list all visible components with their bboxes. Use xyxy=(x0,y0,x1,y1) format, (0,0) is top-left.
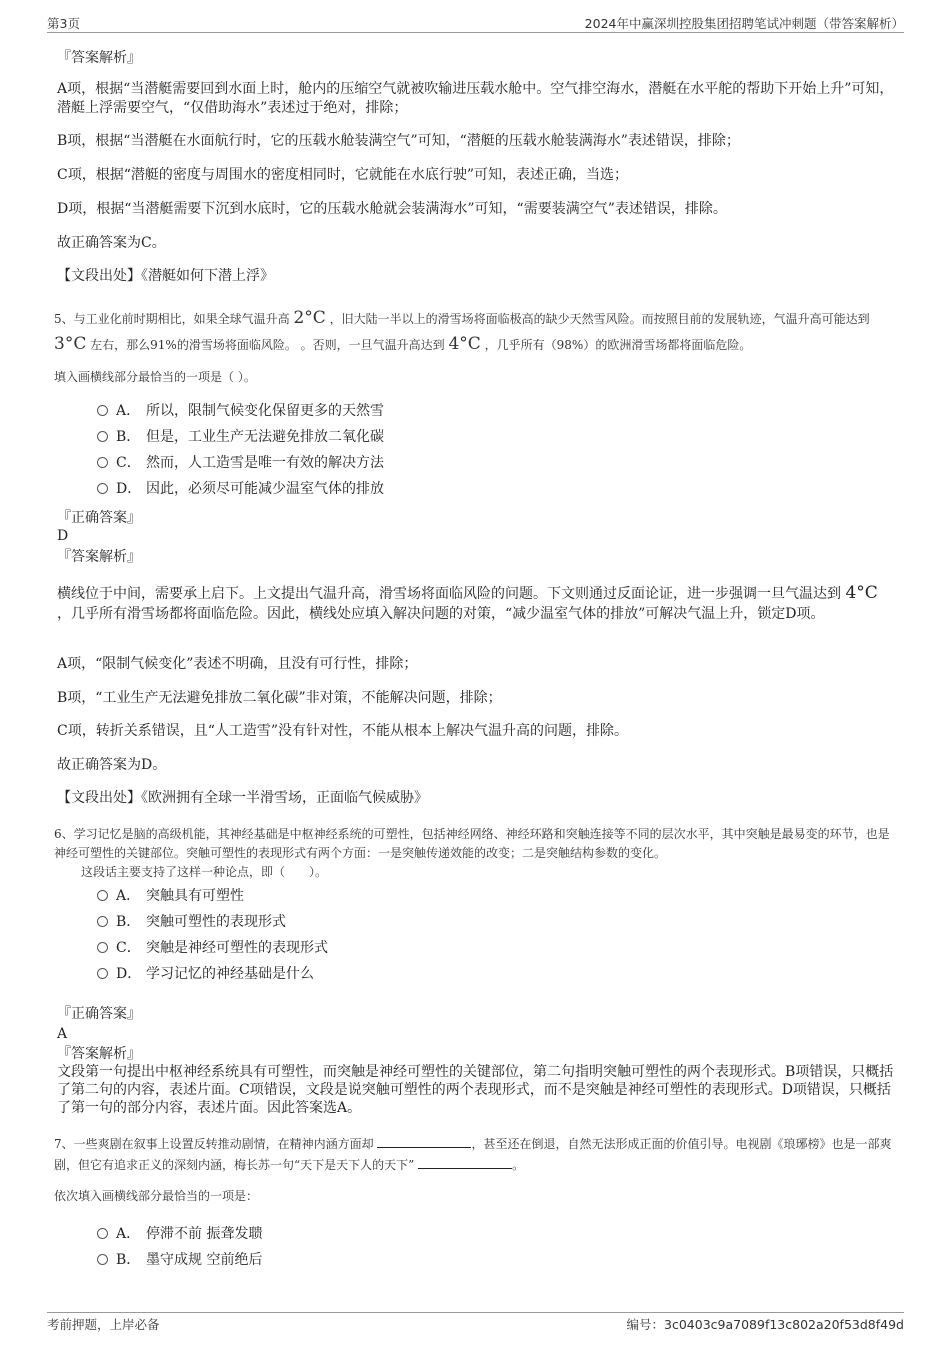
q6-analysis-label: 『答案解析』 xyxy=(57,1046,141,1062)
q6-prompt: 这段话主要支持了这样一种论点，即（ ）。 xyxy=(81,865,328,879)
q6-answer: A xyxy=(57,1026,68,1042)
q4-conclusion: 故正确答案为C。 xyxy=(57,235,166,251)
q4-analysis-label: 『答案解析』 xyxy=(57,50,141,66)
document-title: 2024年中赢深圳控股集团招聘笔试冲刺题（带答案解析） xyxy=(584,16,904,31)
q6-option-a[interactable]: A． 突触具有可塑性 xyxy=(97,887,244,905)
radio-icon[interactable] xyxy=(97,942,108,953)
q5-option-b[interactable]: B． 但是，工业生产无法避免排放二氧化碳 xyxy=(97,428,384,446)
q4-analysis-b: B项，根据“当潜艇在水面航行时，它的压载水舱装满空气”可知，“潜艇的压载水舱装满海水”表述错误，排除； xyxy=(57,133,740,149)
q6-option-d[interactable]: D． 学习记忆的神经基础是什么 xyxy=(97,965,314,983)
temp-4c: 4°C xyxy=(448,334,481,354)
radio-icon[interactable] xyxy=(97,890,108,901)
temp-4c-analysis: 4°C xyxy=(845,583,878,603)
radio-icon[interactable] xyxy=(97,405,108,416)
q4-analysis-a: A项，根据“当潜艇需要回到水面上时，舱内的压缩空气就被吹输进压载水舱中。空气排空海水，潜艇在水平舵的帮助下开始上升”可知，潜艇上浮需要空气，“仅借助海水”表述过于绝对，排除； xyxy=(57,81,894,116)
q5-prompt: 填入画横线部分最恰当的一项是（ ）。 xyxy=(54,370,256,384)
q5-analysis: 横线位于中间，需要承上启下。上文提出气温升高，滑雪场将面临风险的问题。下文则通过反面论证，进一步强调一旦气温达到 4°C ，几乎所有滑雪场都将面临危险。因此，横线处应填入解决问题的对策，“减少温室气体的排放”可解决气温上升，锁定D项。 xyxy=(57,583,878,622)
temp-2c: 2°C xyxy=(293,308,326,328)
q5-analysis-a: A项，“限制气候变化”表述不明确，且没有可行性，排除； xyxy=(57,656,418,672)
q5-option-d[interactable]: D． 因此，必须尽可能减少温室气体的排放 xyxy=(97,480,384,498)
q5-analysis-label: 『答案解析』 xyxy=(57,549,141,565)
fill-blank-2[interactable] xyxy=(418,1156,512,1169)
radio-icon[interactable] xyxy=(97,457,108,468)
radio-icon[interactable] xyxy=(97,431,108,442)
page-header xyxy=(47,14,904,33)
q7-prompt: 依次填入画横线部分最恰当的一项是： xyxy=(54,1189,259,1203)
q4-source: 【文段出处】《潜艇如何下潜上浮》 xyxy=(57,268,274,284)
q7-stem: 7、一些爽剧在叙事上设置反转推动剧情，在精神内涵方面却 ，甚至还在倒退，自然无法形成正面的价值引导。电视剧《琅琊榜》也是一部爽剧，但它有追求正义的深刻内涵，梅长苏一句“天下是天下人的天下” 。 xyxy=(54,1137,892,1172)
q7-option-b[interactable]: B． 墨守成规 空前绝后 xyxy=(97,1251,262,1269)
q4-analysis-c: C项，根据“潜艇的密度与周围水的密度相同时，它就能在水底行驶”可知，表述正确，当选； xyxy=(57,167,629,183)
page-number: 第3页 xyxy=(47,16,80,31)
radio-icon[interactable] xyxy=(97,968,108,979)
footer-slogan: 考前押题，上岸必备 xyxy=(47,1317,160,1332)
q6-analysis: 文段第一句提出中枢神经系统具有可塑性，而突触是神经可塑性的关键部位，第二句指明突触可塑性的两个表现形式。B项错误，只概括了第二句的内容，表述片面。C项错误，文段是说突触可塑性的两个表现形式，而不是突触是神经可塑性的表现形式。D项错误，只概括了第一句的部分内容，表述片面。因此答案选A。 xyxy=(57,1064,894,1116)
radio-icon[interactable] xyxy=(97,1254,108,1265)
radio-icon[interactable] xyxy=(97,483,108,494)
q5-answer: D xyxy=(57,528,69,544)
radio-icon[interactable] xyxy=(97,916,108,927)
q6-option-c[interactable]: C． 突触是神经可塑性的表现形式 xyxy=(97,939,328,957)
q4-analysis-d: D项，根据“当潜艇需要下沉到水底时，它的压载水舱就会装满海水”可知，“需要装满空气”表述错误，排除。 xyxy=(57,201,727,217)
temp-3c: 3°C xyxy=(54,334,87,354)
q5-option-a[interactable]: A． 所以，限制气候变化保留更多的天然雪 xyxy=(97,402,384,420)
q5-source: 【文段出处】《欧洲拥有全球一半滑雪场，正面临气候威胁》 xyxy=(57,790,428,806)
q5-analysis-c: C项，转折关系错误，且“人工造雪”没有针对性，不能从根本上解决气温升高的问题，排除。 xyxy=(57,723,629,739)
q5-option-c[interactable]: C． 然而，人工造雪是唯一有效的解决方法 xyxy=(97,454,384,472)
q5-analysis-b: B项，“工业生产无法避免排放二氧化碳”非对策，不能解决问题，排除； xyxy=(57,690,502,706)
q5-conclusion: 故正确答案为D。 xyxy=(57,757,167,773)
q6-stem: 6、学习记忆是脑的高级机能，其神经基础是中枢神经系统的可塑性，包括神经网络、神经环路和突触连接等不同的层次水平，其中突触是最易变的环节，也是神经可塑性的关键部位。突触可塑性的表现形式有两个方面：一是突触传递效能的改变；二是突触结构参数的变化。 xyxy=(54,827,890,860)
q5-stem: 5、与工业化前时期相比，如果全球气温升高 2°C ，旧大陆一半以上的滑雪场将面临极高的缺少天然雪风险。而按照目前的发展轨迹，气温升高可能达到 3°C 左右，那么91%的滑雪场将面临风险。 。否则，一旦气温升高达到 4°C ，几乎所有（98%）的欧洲滑雪场都将面临危险。 xyxy=(54,308,870,354)
q6-option-b[interactable]: B． 突触可塑性的表现形式 xyxy=(97,913,286,931)
radio-icon[interactable] xyxy=(97,1228,108,1239)
q7-option-a[interactable]: A． 停滞不前 振聋发聩 xyxy=(97,1225,262,1243)
document-code: 编号：3c0403c9a7089f13c802a20f53d8f49d xyxy=(626,1317,904,1332)
fill-blank-1[interactable] xyxy=(377,1135,471,1148)
page-footer xyxy=(47,1312,904,1332)
q6-answer-label: 『正确答案』 xyxy=(57,1006,141,1022)
q5-answer-label: 『正确答案』 xyxy=(57,510,141,526)
